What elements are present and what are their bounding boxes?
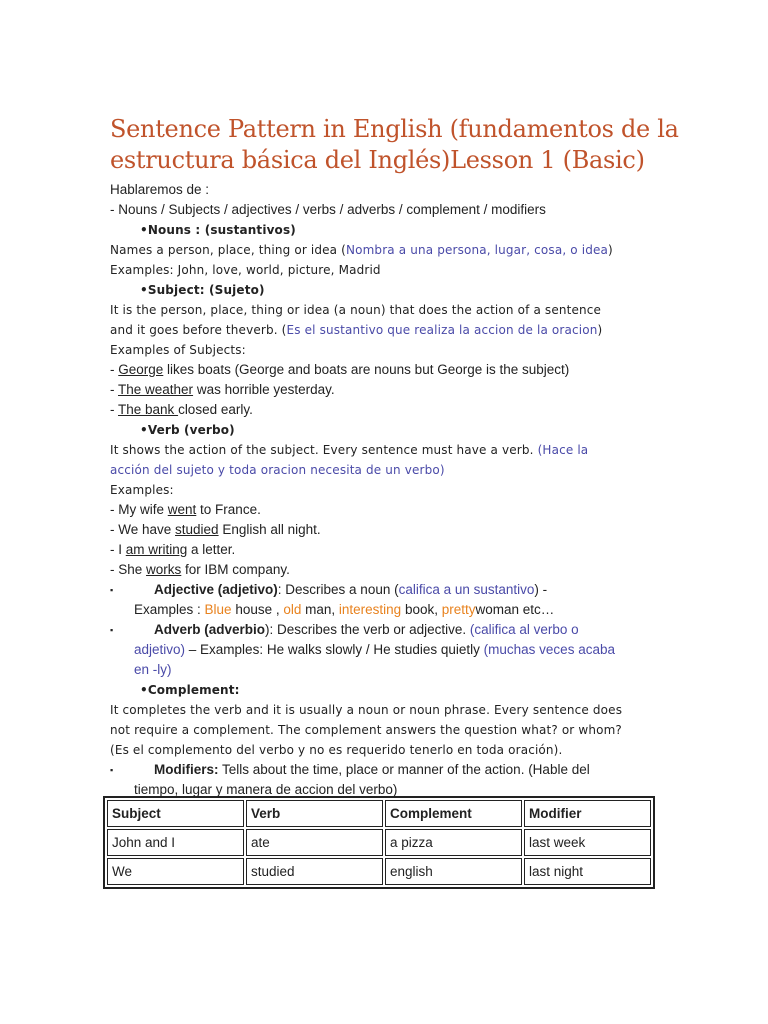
modifiers-def-1: Tells about the time, place or manner of the action. (Hable del <box>218 762 590 777</box>
modifiers-line-2: tiempo, lugar y manera de accion del verbo) <box>134 782 398 797</box>
subject-ex3-underlined: The bank <box>118 402 179 417</box>
intro-line-2: - Nouns / Subjects / adjectives / verbs / adverbs / complement / modifiers <box>110 202 546 217</box>
verb-def-en: It shows the action of the subject. Every sentence must have a verb. <box>110 443 538 457</box>
square-bullet-icon: ▪ <box>110 625 114 635</box>
adverb-examples: – Examples: He walks slowly / He studies quietly <box>185 642 484 657</box>
verb-ex2-pre: - We have <box>110 522 176 537</box>
modifiers-label: Modifiers: <box>154 762 219 777</box>
square-bullet-icon: ▪ <box>110 765 114 775</box>
adjective-word-old: old <box>283 602 302 617</box>
verb-heading: •Verb (verbo) <box>140 423 235 437</box>
adverb-def-es-1: (califica al verbo o <box>469 622 579 637</box>
nouns-def-close: ) <box>608 243 613 257</box>
subject-examples-label: Examples of Subjects: <box>110 343 246 357</box>
subject-def-line-1: It is the person, place, thing or idea (a noun) that does the action of a sentence <box>110 303 602 317</box>
subject-example-3 <box>110 400 655 420</box>
subject-def-en: and it goes before theverb. ( <box>110 323 287 337</box>
adverb-def-es-2: adjetivo) <box>134 642 186 657</box>
verb-ex4-pre: - She <box>110 562 147 577</box>
square-bullet-icon: ▪ <box>110 585 114 595</box>
subject-ex2-post: was horrible yesterday. <box>193 382 335 397</box>
subject-ex1-underlined: George <box>118 362 164 377</box>
table-cell: last night <box>524 858 651 885</box>
adjective-word-pretty: pretty <box>441 602 476 617</box>
adverb-line-2 <box>110 640 655 660</box>
verb-example-3 <box>110 540 655 560</box>
subject-ex3-post: closed early. <box>178 402 253 417</box>
subject-example-2 <box>110 380 655 400</box>
complement-line-1: It completes the verb and it is usually a noun or noun phrase. Every sentence does <box>110 703 623 717</box>
subject-ex3-pre: - <box>110 402 119 417</box>
adverb-label: Adverb (adverbio <box>154 622 266 637</box>
table-cell: ate <box>246 829 383 856</box>
subject-ex1-post: likes boats (George and boats are nouns but George is the subject) <box>163 362 570 377</box>
nouns-definition <box>110 240 655 260</box>
verb-ex4-post: for IBM company. <box>181 562 290 577</box>
verb-examples-label: Examples: <box>110 483 174 497</box>
verb-def-line-2: acción del sujeto y toda oracion necesita de un verbo) <box>110 463 445 477</box>
adjective-def-es: califica a un sustantivo <box>398 582 535 597</box>
table-cell: a pizza <box>385 829 522 856</box>
complement-line-2: not require a complement. The complement answers the question what? or whom? <box>110 723 622 737</box>
table-row <box>107 858 651 885</box>
verb-ex1-pre: - My wife <box>110 502 168 517</box>
complement-line-3: (Es el complemento del verbo y no es requerido tenerlo en toda oración). <box>110 743 563 757</box>
subject-def-line-2 <box>110 320 655 340</box>
verb-def-line-1 <box>110 440 655 460</box>
verb-example-2 <box>110 520 655 540</box>
subject-ex2-underlined: The weather <box>118 382 194 397</box>
subject-def-es: Es el sustantivo que realiza la accion de la oracion <box>286 323 598 337</box>
verb-ex2-underlined: studied <box>175 522 219 537</box>
adjective-word-interesting: interesting <box>338 602 402 617</box>
table-cell: We <box>107 858 244 885</box>
adjective-word-blue: Blue <box>204 602 232 617</box>
verb-example-1 <box>110 500 655 520</box>
verb-def-es-1: (Hace la <box>537 443 589 457</box>
page-title: Sentence Pattern in English (fundamentos de la estructura básica del Inglés)Lesson 1 (Basic) <box>110 115 679 174</box>
table-header-cell: Verb <box>246 800 383 827</box>
adjective-text-1: house , <box>231 602 284 617</box>
verb-ex3-underlined: am writing <box>125 542 188 557</box>
adjective-text-3: book, <box>401 602 442 617</box>
adverb-line-3: en -ly) <box>134 662 172 677</box>
verb-ex3-post: a letter. <box>187 542 236 557</box>
subject-def-close: ) <box>597 323 603 337</box>
adjective-text-4: woman etc… <box>475 602 555 617</box>
intro-line-1: Hablaremos de : <box>110 182 210 197</box>
verb-ex1-underlined: went <box>167 502 197 517</box>
subject-heading: •Subject: (Sujeto) <box>140 283 265 297</box>
verb-example-4 <box>110 560 655 580</box>
nouns-def-en: Names a person, place, thing or idea ( <box>110 243 346 257</box>
table-header-cell: Complement <box>385 800 522 827</box>
table-header-row <box>107 800 651 827</box>
modifiers-line-1 <box>110 760 655 780</box>
adjective-def-close: ) - <box>534 582 548 597</box>
verb-ex2-post: English all night. <box>218 522 321 537</box>
sentence-pattern-table <box>103 796 655 889</box>
lesson-body <box>110 180 655 800</box>
table-row <box>107 829 651 856</box>
verb-ex3-pre: - I <box>110 542 126 557</box>
adverb-def: ): Describes the verb or adjective. <box>265 622 470 637</box>
complement-heading: •Complement: <box>140 683 240 697</box>
adjective-examples <box>110 600 655 620</box>
subject-example-1 <box>110 360 655 380</box>
table-header-cell: Subject <box>107 800 244 827</box>
table-cell: studied <box>246 858 383 885</box>
table-cell: english <box>385 858 522 885</box>
verb-ex1-post: to France. <box>196 502 261 517</box>
adjective-label: Adjective (adjetivo) <box>154 582 278 597</box>
adverb-line-1 <box>110 620 655 640</box>
adjective-text-2: man, <box>301 602 339 617</box>
verb-ex4-underlined: works <box>146 562 182 577</box>
table-header-cell: Modifier <box>524 800 651 827</box>
table-cell: John and I <box>107 829 244 856</box>
adjective-line-1 <box>110 580 655 600</box>
adjective-def: : Describes a noun ( <box>277 582 399 597</box>
subject-ex2-pre: - <box>110 382 119 397</box>
adverb-ex-es-1: (muchas veces acaba <box>483 642 615 657</box>
subject-ex1-pre: - <box>110 362 119 377</box>
nouns-def-es: Nombra a una persona, lugar, cosa, o idea <box>345 243 608 257</box>
nouns-heading: •Nouns : (sustantivos) <box>140 223 296 237</box>
adjective-ex-label: Examples : <box>134 602 205 617</box>
nouns-examples: Examples: John, love, world, picture, Madrid <box>110 263 381 277</box>
table-cell: last week <box>524 829 651 856</box>
